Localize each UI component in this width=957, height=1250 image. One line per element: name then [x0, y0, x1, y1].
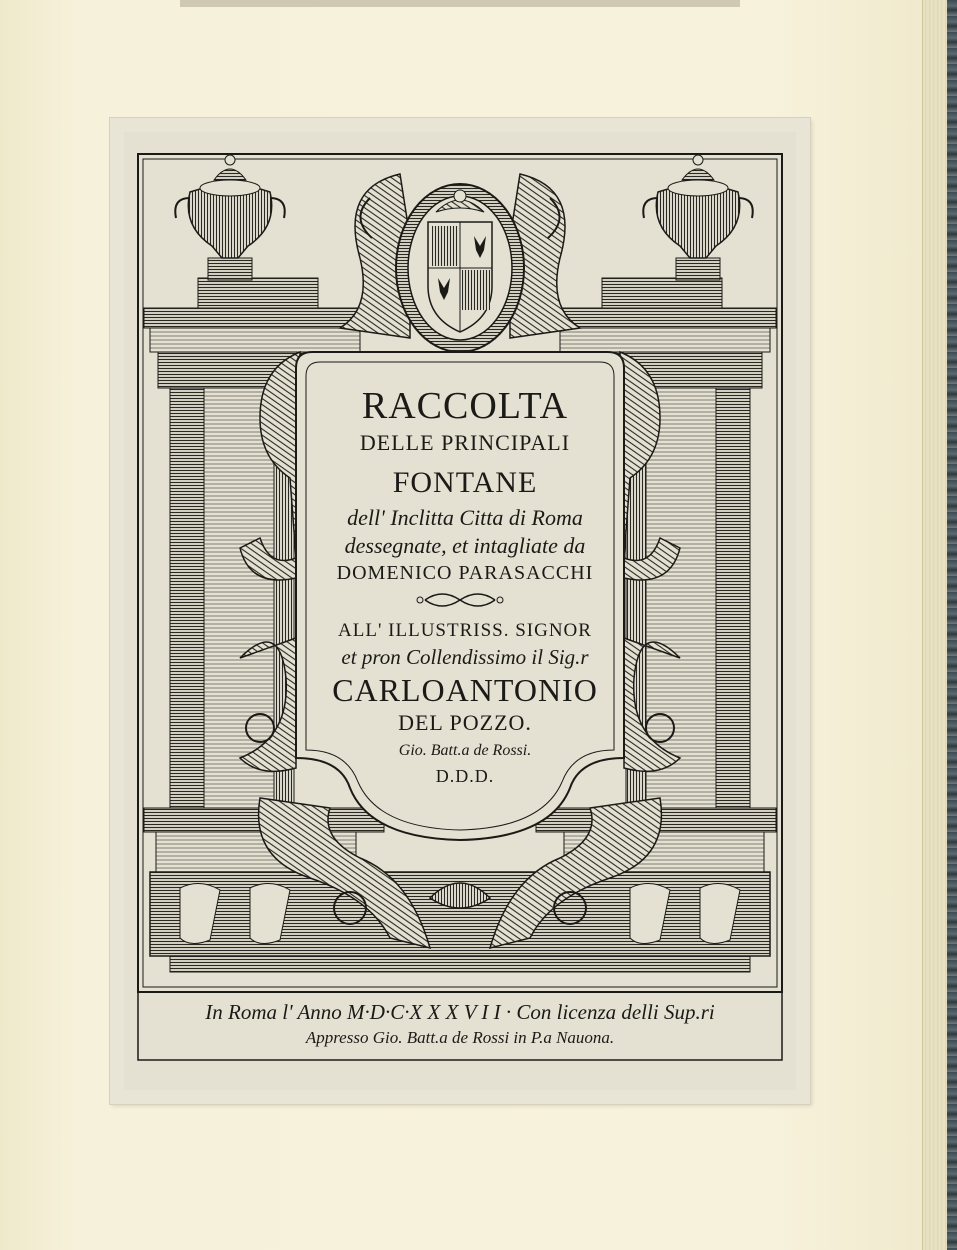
marbled-cover-edge [947, 0, 957, 1250]
title-raccolta: RACCOLTA [361, 385, 569, 427]
title-intagliate: dessegnate, et intagliate da [344, 533, 586, 558]
dedication-surname: DEL POZZO. [398, 710, 532, 735]
dedication-publisher: Gio. Batt.a de Rossi. [398, 742, 532, 759]
title-author: DOMENICO PARASACCHI [336, 562, 594, 584]
previous-page-edge [180, 0, 740, 7]
dedication-ddd: D.D.D. [435, 766, 495, 786]
imprint-line-2: Appresso Gio. Batt.a de Rossi in P.a Nauona. [305, 1028, 615, 1047]
dedication-signor: ALL' ILLUSTRISS. SIGNOR [338, 620, 592, 641]
dedication-name: CARLOANTONIO [332, 672, 598, 708]
dedication-sig: et pron Collendissimo il Sig.r [341, 645, 589, 669]
urn-icon-right [643, 155, 752, 280]
coat-of-arms-icon [396, 184, 524, 352]
engraving-frame [110, 118, 810, 1104]
urn-icon-left [175, 155, 284, 280]
title-citta: dell' Inclitta Citta di Roma [347, 505, 583, 530]
imprint-line-1: In Roma l' Anno M·D·C·X X X V I I · Con licenza delli Sup.ri [205, 1000, 715, 1024]
title-principali: DELLE PRINCIPALI [359, 430, 571, 455]
title-fontane: FONTANE [392, 466, 538, 499]
